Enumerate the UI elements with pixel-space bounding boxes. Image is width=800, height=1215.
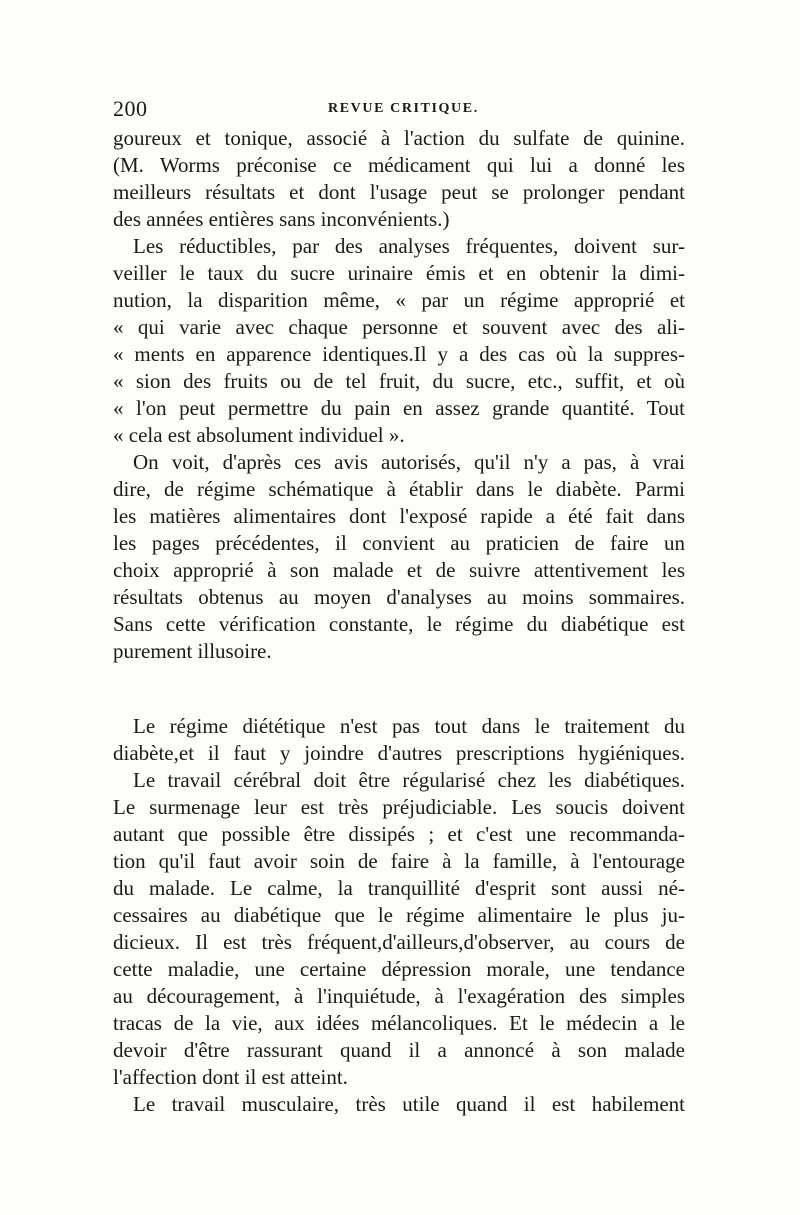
text-line: Le régime diététique n'est pas tout dans le traitement du: [133, 714, 685, 738]
text-line: goureux et tonique, associé à l'action du sulfate de quinine.: [113, 126, 685, 150]
text-line: Sans cette vérification constante, le régime du diabétique est: [113, 612, 685, 636]
text-line: (M. Worms préconise ce médicament qui lui a donné les: [113, 153, 685, 177]
text-line: tracas de la vie, aux idées mélancoliques. Et le médecin a le: [113, 1011, 685, 1035]
text-line: Le travail cérébral doit être régularisé chez les diabétiques.: [133, 768, 685, 792]
text-line: dicieux. Il est très fréquent,d'ailleurs,d'observer, au cours de: [113, 930, 685, 954]
text-line: nution, la disparition même, « par un régime approprié et: [113, 288, 685, 312]
text-line: diabète,et il faut y joindre d'autres prescriptions hygiéniques.: [113, 741, 685, 765]
text-line: tion qu'il faut avoir soin de faire à la famille, à l'entourage: [113, 849, 685, 873]
text-line: des années entières sans inconvénients.): [113, 207, 450, 231]
text-line: du malade. Le calme, la tranquillité d'esprit sont aussi né-: [113, 876, 685, 900]
text-line: meilleurs résultats et dont l'usage peut se prolonger pendant: [113, 180, 685, 204]
text-line: « sion des fruits ou de tel fruit, du sucre, etc., suffit, et où: [113, 369, 685, 393]
text-block-upper: [113, 125, 685, 665]
text-line: purement illusoire.: [113, 639, 272, 663]
text-line: On voit, d'après ces avis autorisés, qu'il n'y a pas, à vrai: [133, 450, 685, 474]
text-line: l'affection dont il est atteint.: [113, 1065, 348, 1089]
text-line: « ments en apparence identiques.Il y a des cas où la suppres-: [113, 342, 685, 366]
text-line: Le travail musculaire, très utile quand il est habilement: [133, 1092, 685, 1116]
text-line: Les réductibles, par des analyses fréquentes, doivent sur-: [133, 234, 685, 258]
text-line: veiller le taux du sucre urinaire émis et en obtenir la dimi-: [113, 261, 685, 285]
text-line: au découragement, à l'inquiétude, à l'exagération des simples: [113, 984, 685, 1008]
text-line: autant que possible être dissipés ; et c'est une recommanda-: [113, 822, 685, 846]
page-number: 200: [113, 96, 148, 121]
text-line: résultats obtenus au moyen d'analyses au moins sommaires.: [113, 585, 685, 609]
text-line: choix approprié à son malade et de suivre attentivement les: [113, 558, 685, 582]
text-line: les pages précédentes, il convient au praticien de faire un: [113, 531, 685, 555]
text-line: cessaires au diabétique que le régime alimentaire le plus ju-: [113, 903, 685, 927]
text-block-lower: [113, 713, 685, 1118]
text-line: dire, de régime schématique à établir dans le diabète. Parmi: [113, 477, 685, 501]
text-line: devoir d'être rassurant quand il a annoncé à son malade: [113, 1038, 685, 1062]
text-line: Le surmenage leur est très préjudiciable. Les soucis doivent: [113, 795, 685, 819]
text-line: cette maladie, une certaine dépression morale, une tendance: [113, 957, 685, 981]
text-line: les matières alimentaires dont l'exposé rapide a été fait dans: [113, 504, 685, 528]
text-line: « qui varie avec chaque personne et souvent avec des ali-: [113, 315, 685, 339]
text-line: « l'on peut permettre du pain en assez grande quantité. Tout: [113, 396, 685, 420]
text-line: « cela est absolument individuel ».: [113, 423, 405, 447]
running-title: REVUE CRITIQUE.: [328, 101, 479, 116]
running-head: [113, 96, 687, 120]
